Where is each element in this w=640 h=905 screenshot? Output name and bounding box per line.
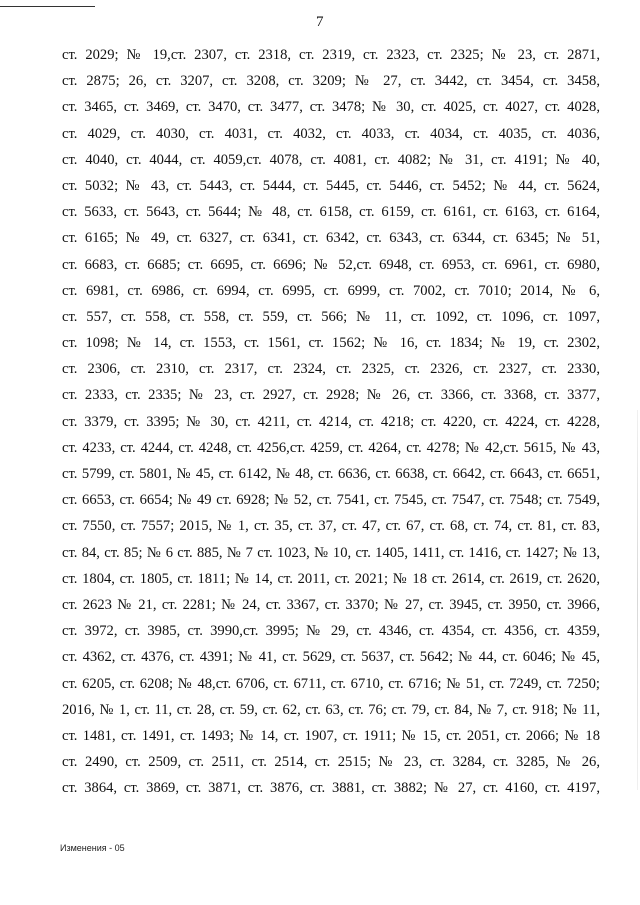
text-line: ст. 5799, ст. 5801, № 45, ст. 6142, № 48, ст. 6636, ст. 6638, ст. 6642, ст. 6643, ст. 6651,	[62, 466, 600, 482]
text-line: ст. 3379, ст. 3395; № 30, ст. 4211, ст. 4214, ст. 4218; ст. 4220, ст. 4224, ст. 4228,	[62, 413, 600, 430]
text-line: ст. 2333, ст. 2335; № 23, ст. 2927, ст. 2928; № 26, ст. 3366, ст. 3368, ст. 3377,	[62, 387, 600, 404]
text-line: ст. 2623 № 21, ст. 2281; № 24, ст. 3367, ст. 3370; № 27, ст. 3945, ст. 3950, ст. 3966,	[62, 596, 600, 613]
text-line: ст. 2490, ст. 2509, ст. 2511, ст. 2514, ст. 2515; № 23, ст. 3284, ст. 3285, № 26,	[62, 754, 600, 771]
header-rule	[0, 6, 95, 7]
text-line: ст. 6205, ст. 6208; № 48,ст. 6706, ст. 6711, ст. 6710, ст. 6716; № 51, ст. 7249, ст. 7250;	[62, 675, 600, 692]
text-line: 2016, № 1, ст. 11, ст. 28, ст. 59, ст. 62, ст. 63, ст. 76; ст. 79, ст. 84, № 7, ст. 918; № 11,	[62, 701, 600, 718]
text-line: ст. 7550, ст. 7557; 2015, № 1, ст. 35, ст. 37, ст. 47, ст. 67, ст. 68, ст. 74, ст. 81, ст. 83,	[62, 518, 600, 535]
text-line: ст. 6683, ст. 6685; ст. 6695, ст. 6696; № 52,ст. 6948, ст. 6953, ст. 6961, ст. 6980,	[62, 256, 600, 273]
text-line: ст. 3864, ст. 3869, ст. 3871, ст. 3876, ст. 3881, ст. 3882; № 27, ст. 4160, ст. 4197,	[62, 780, 600, 797]
text-line: ст. 557, ст. 558, ст. 558, ст. 559, ст. 566; № 11, ст. 1092, ст. 1096, ст. 1097,	[62, 308, 600, 325]
footer-revision-note: Изменения - 05	[60, 843, 125, 853]
scan-edge-shadow	[637, 410, 638, 790]
text-line: ст. 4362, ст. 4376, ст. 4391; № 41, ст. 5629, ст. 5637, ст. 5642; № 44, ст. 6046; № 45,	[62, 649, 600, 666]
page-number: 7	[316, 14, 324, 30]
text-line: ст. 6981, ст. 6986, ст. 6994, ст. 6995, ст. 6999, ст. 7002, ст. 7010; 2014, № 6,	[62, 282, 600, 299]
text-line: ст. 3972, ст. 3985, ст. 3990,ст. 3995; № 29, ст. 4346, ст. 4354, ст. 4356, ст. 4359,	[62, 623, 600, 640]
text-line: ст. 3465, ст. 3469, ст. 3470, ст. 3477, ст. 3478; № 30, ст. 4025, ст. 4027, ст. 4028,	[62, 99, 600, 116]
text-line: ст. 84, ст. 85; № 6 ст. 885, № 7 ст. 1023, № 10, ст. 1405, 1411, ст. 1416, ст. 1427; № 13,	[62, 544, 600, 561]
text-line: ст. 2029; № 19,ст. 2307, ст. 2318, ст. 2319, ст. 2323, ст. 2325; № 23, ст. 2871,	[62, 47, 600, 63]
text-line: ст. 5032; № 43, ст. 5443, ст. 5444, ст. 5445, ст. 5446, ст. 5452; № 44, ст. 5624,	[62, 177, 600, 194]
text-line: ст. 6165; № 49, ст. 6327, ст. 6341, ст. 6342, ст. 6343, ст. 6344, ст. 6345; № 51,	[62, 230, 600, 247]
text-line: ст. 4040, ст. 4044, ст. 4059,ст. 4078, ст. 4081, ст. 4082; № 31, ст. 4191; № 40,	[62, 151, 600, 168]
text-line: ст. 1481, ст. 1491, ст. 1493; № 14, ст. 1907, ст. 1911; № 15, ст. 2051, ст. 2066; № 18	[62, 727, 600, 744]
text-line: ст. 4233, ст. 4244, ст. 4248, ст. 4256,ст. 4259, ст. 4264, ст. 4278; № 42,ст. 5615, № 43,	[62, 439, 600, 456]
text-line: ст. 1098; № 14, ст. 1553, ст. 1561, ст. 1562; № 16, ст. 1834; № 19, ст. 2302,	[62, 335, 600, 352]
text-line: ст. 2875; 26, ст. 3207, ст. 3208, ст. 3209; № 27, ст. 3442, ст. 3454, ст. 3458,	[62, 73, 600, 90]
text-line: ст. 5633, ст. 5643, ст. 5644; № 48, ст. 6158, ст. 6159, ст. 6161, ст. 6163, ст. 6164,	[62, 204, 600, 221]
text-line: ст. 1804, ст. 1805, ст. 1811; № 14, ст. 2011, ст. 2021; № 18 ст. 2614, ст. 2619, ст. 2620,	[62, 570, 600, 587]
document-body	[62, 42, 600, 801]
text-line: ст. 4029, ст. 4030, ст. 4031, ст. 4032, ст. 4033, ст. 4034, ст. 4035, ст. 4036,	[62, 125, 600, 142]
text-line: ст. 2306, ст. 2310, ст. 2317, ст. 2324, ст. 2325, ст. 2326, ст. 2327, ст. 2330,	[62, 361, 600, 378]
text-line: ст. 6653, ст. 6654; № 49 ст. 6928; № 52, ст. 7541, ст. 7545, ст. 7547, ст. 7548; ст. 7549,	[62, 492, 600, 509]
